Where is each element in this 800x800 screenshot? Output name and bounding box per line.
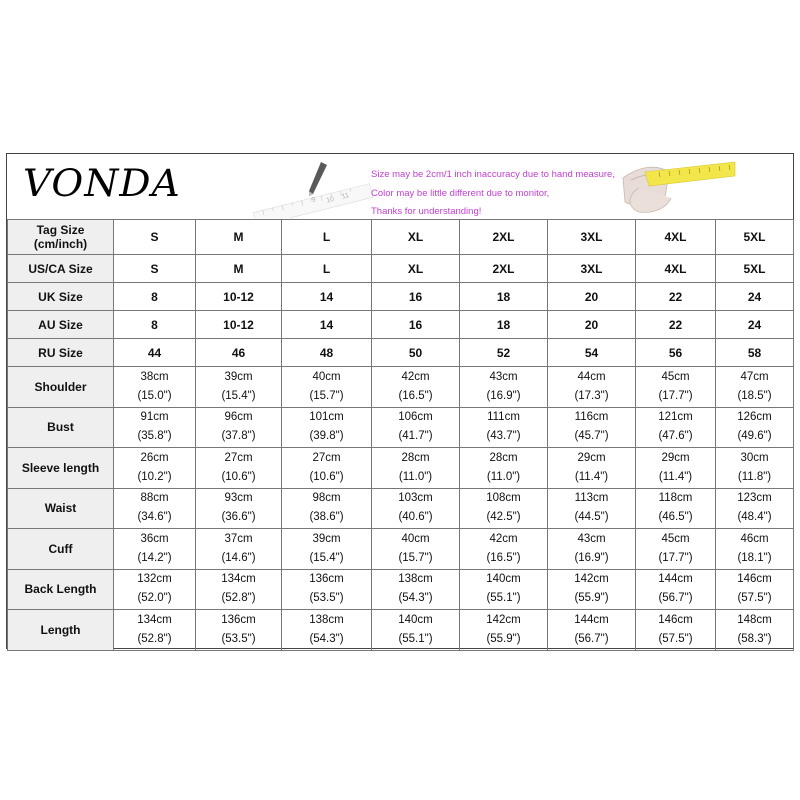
inch-value: (18.5") xyxy=(737,389,772,402)
table-cell xyxy=(548,407,636,448)
inch-value: (56.7") xyxy=(658,592,693,605)
table-cell xyxy=(196,448,282,489)
row-header xyxy=(8,220,114,255)
size-cell: 3XL xyxy=(548,220,636,255)
table-row xyxy=(8,339,794,367)
table-cell xyxy=(460,488,548,529)
table-cell xyxy=(716,448,794,489)
inch-value: (38.6") xyxy=(309,511,344,524)
row-header: Cuff xyxy=(8,529,114,570)
cm-value: 121cm xyxy=(658,411,693,424)
cm-value: 146cm xyxy=(737,573,772,586)
cm-value: 44cm xyxy=(577,370,606,383)
row-header: Back Length xyxy=(8,569,114,610)
inch-value: (42.5") xyxy=(486,511,521,524)
inch-value: (53.5") xyxy=(221,632,256,645)
table-cell xyxy=(372,569,460,610)
table-cell xyxy=(716,569,794,610)
inch-value: (55.9") xyxy=(574,592,609,605)
row-header: Sleeve length xyxy=(8,448,114,489)
ruler-mark: 11 xyxy=(341,192,350,201)
table-cell: S xyxy=(114,255,196,283)
table-cell xyxy=(636,448,716,489)
inch-value: (55.9") xyxy=(486,632,521,645)
inch-value: (16.5") xyxy=(486,551,521,564)
table-cell: 20 xyxy=(548,311,636,339)
table-cell: 56 xyxy=(636,339,716,367)
table-cell: 24 xyxy=(716,283,794,311)
table-cell xyxy=(460,448,548,489)
cm-value: 134cm xyxy=(137,613,172,626)
table-row xyxy=(8,569,794,610)
cm-value: 29cm xyxy=(577,451,606,464)
inch-value: (57.5") xyxy=(658,632,693,645)
cm-value: 43cm xyxy=(577,532,606,545)
cm-value: 43cm xyxy=(489,370,518,383)
inch-value: (46.5") xyxy=(658,511,693,524)
table-cell xyxy=(196,610,282,651)
cm-value: 136cm xyxy=(221,613,256,626)
inch-value: (11.4") xyxy=(574,470,609,483)
inch-value: (37.8") xyxy=(221,430,256,443)
table-cell xyxy=(372,488,460,529)
inch-value: (47.6") xyxy=(658,430,693,443)
table-cell xyxy=(716,488,794,529)
table-cell xyxy=(548,529,636,570)
cm-value: 138cm xyxy=(398,573,433,586)
cm-value: 126cm xyxy=(737,411,772,424)
table-cell xyxy=(716,610,794,651)
inch-value: (45.7") xyxy=(574,430,609,443)
measuring-tape-icon xyxy=(609,158,737,216)
cm-value: 47cm xyxy=(740,370,769,383)
cm-value: 45cm xyxy=(661,532,690,545)
cm-value: 108cm xyxy=(486,492,521,505)
row-header: Length xyxy=(8,610,114,651)
table-cell xyxy=(716,367,794,408)
cm-value: 146cm xyxy=(658,613,693,626)
cm-value: 134cm xyxy=(221,573,256,586)
table-cell xyxy=(636,610,716,651)
table-cell xyxy=(196,367,282,408)
inch-value: (52.8") xyxy=(221,592,256,605)
inch-value: (53.5") xyxy=(309,592,344,605)
inch-value: (17.7") xyxy=(658,389,693,402)
table-cell xyxy=(636,407,716,448)
table-row xyxy=(8,488,794,529)
table-cell xyxy=(548,488,636,529)
cm-value: 39cm xyxy=(224,370,253,383)
inch-value: (11.0") xyxy=(398,470,433,483)
table-cell: 50 xyxy=(372,339,460,367)
cm-value: 36cm xyxy=(140,532,169,545)
cm-value: 103cm xyxy=(398,492,433,505)
cm-value: 111cm xyxy=(487,411,520,424)
cm-value: 38cm xyxy=(140,370,169,383)
inch-value: (18.1") xyxy=(737,551,772,564)
cm-value: 142cm xyxy=(486,613,521,626)
ruler-mark: 9 xyxy=(311,196,317,205)
inch-value: (17.7") xyxy=(658,551,693,564)
row-header: Bust xyxy=(8,407,114,448)
cm-value: 28cm xyxy=(401,451,430,464)
inch-value: (14.2") xyxy=(137,551,172,564)
note-line: Thanks for understanding! xyxy=(371,206,482,217)
size-cell: 5XL xyxy=(716,220,794,255)
cm-value: 116cm xyxy=(574,411,609,424)
table-row xyxy=(8,610,794,651)
table-cell: 14 xyxy=(282,311,372,339)
cm-value: 140cm xyxy=(486,573,521,586)
tag-size-header: Tag Size (cm/inch) xyxy=(33,223,88,251)
inch-value: (41.7") xyxy=(398,430,433,443)
table-row xyxy=(8,407,794,448)
cm-value: 88cm xyxy=(140,492,169,505)
cm-value: 91cm xyxy=(140,411,169,424)
cm-value: 45cm xyxy=(661,370,690,383)
cm-value: 39cm xyxy=(312,532,341,545)
inch-value: (49.6") xyxy=(737,430,772,443)
inch-value: (54.3") xyxy=(309,632,344,645)
table-cell xyxy=(282,569,372,610)
table-cell xyxy=(636,367,716,408)
size-chart xyxy=(6,153,794,649)
cm-value: 26cm xyxy=(140,451,169,464)
table-cell: 46 xyxy=(196,339,282,367)
table-cell xyxy=(282,529,372,570)
size-cell: L xyxy=(282,220,372,255)
cm-value: 106cm xyxy=(398,411,433,424)
cm-value: 30cm xyxy=(740,451,769,464)
inch-value: (36.6") xyxy=(221,511,256,524)
inch-value: (16.9") xyxy=(486,389,521,402)
table-cell xyxy=(114,367,196,408)
cm-value: 144cm xyxy=(574,613,609,626)
ruler-mark: 10 xyxy=(325,195,335,205)
inch-value: (58.3") xyxy=(737,632,772,645)
inch-value: (15.4") xyxy=(309,551,344,564)
table-cell xyxy=(282,610,372,651)
table-cell: 22 xyxy=(636,311,716,339)
cm-value: 144cm xyxy=(658,573,693,586)
size-cell: XL xyxy=(372,220,460,255)
table-cell: 20 xyxy=(548,283,636,311)
table-cell: 10-12 xyxy=(196,311,282,339)
table-cell: 2XL xyxy=(460,255,548,283)
inch-value: (10.6") xyxy=(309,470,344,483)
table-cell: 44 xyxy=(114,339,196,367)
table-cell xyxy=(282,407,372,448)
table-cell: L xyxy=(282,255,372,283)
table-cell: 14 xyxy=(282,283,372,311)
brand-logo: VONDA xyxy=(23,162,181,205)
cm-value: 113cm xyxy=(574,492,609,505)
table-cell xyxy=(548,569,636,610)
cm-value: 101cm xyxy=(309,411,344,424)
table-row xyxy=(8,367,794,408)
table-cell: 8 xyxy=(114,283,196,311)
table-cell: 48 xyxy=(282,339,372,367)
table-row xyxy=(8,448,794,489)
inch-value: (40.6") xyxy=(398,511,433,524)
table-cell: 3XL xyxy=(548,255,636,283)
cm-value: 29cm xyxy=(661,451,690,464)
size-cell: M xyxy=(196,220,282,255)
size-table xyxy=(7,219,794,651)
table-cell xyxy=(372,407,460,448)
table-cell: 54 xyxy=(548,339,636,367)
cm-value: 40cm xyxy=(401,532,430,545)
table-row xyxy=(8,311,794,339)
table-cell: 18 xyxy=(460,311,548,339)
table-cell xyxy=(114,448,196,489)
cm-value: 136cm xyxy=(309,573,344,586)
cm-value: 142cm xyxy=(574,573,609,586)
table-cell xyxy=(716,529,794,570)
table-cell xyxy=(548,610,636,651)
table-cell xyxy=(114,488,196,529)
inch-value: (14.6") xyxy=(221,551,256,564)
table-cell: M xyxy=(196,255,282,283)
table-cell xyxy=(196,529,282,570)
inch-value: (10.6") xyxy=(221,470,256,483)
inch-value: (16.9") xyxy=(574,551,609,564)
table-cell xyxy=(636,488,716,529)
table-cell xyxy=(372,529,460,570)
table-cell: 8 xyxy=(114,311,196,339)
table-cell xyxy=(460,569,548,610)
table-cell: 22 xyxy=(636,283,716,311)
table-cell xyxy=(460,529,548,570)
inch-value: (35.8") xyxy=(137,430,172,443)
table-cell xyxy=(636,529,716,570)
table-cell xyxy=(460,367,548,408)
table-cell: 58 xyxy=(716,339,794,367)
table-cell xyxy=(716,407,794,448)
size-cell: S xyxy=(114,220,196,255)
inch-value: (55.1") xyxy=(398,632,433,645)
inch-value: (48.4") xyxy=(737,511,772,524)
table-row xyxy=(8,529,794,570)
inch-value: (15.0") xyxy=(137,389,172,402)
table-cell xyxy=(282,448,372,489)
cm-value: 42cm xyxy=(401,370,430,383)
table-cell: 5XL xyxy=(716,255,794,283)
table-cell xyxy=(114,610,196,651)
cm-value: 46cm xyxy=(740,532,769,545)
table-cell xyxy=(460,407,548,448)
table-cell xyxy=(114,529,196,570)
inch-value: (43.7") xyxy=(486,430,521,443)
table-cell xyxy=(372,367,460,408)
cm-value: 93cm xyxy=(224,492,253,505)
measurement-notes xyxy=(371,166,615,220)
table-row xyxy=(8,283,794,311)
table-cell xyxy=(460,610,548,651)
size-cell: 4XL xyxy=(636,220,716,255)
cm-value: 96cm xyxy=(224,411,253,424)
note-line: Color may be little different due to monitor, xyxy=(371,187,550,199)
inch-value: (11.0") xyxy=(486,470,521,483)
inch-value: (34.6") xyxy=(137,511,172,524)
table-cell: 16 xyxy=(372,311,460,339)
table-cell: 4XL xyxy=(636,255,716,283)
inch-value: (52.0") xyxy=(137,592,172,605)
cm-value: 148cm xyxy=(737,613,772,626)
table-cell xyxy=(196,488,282,529)
table-cell: 18 xyxy=(460,283,548,311)
tag-size-row xyxy=(8,220,794,255)
row-header: Waist xyxy=(8,488,114,529)
table-cell xyxy=(372,448,460,489)
note-line: Size may be 2cm/1 inch inaccuracy due to hand measure, xyxy=(371,169,615,180)
row-header: Shoulder xyxy=(8,367,114,408)
inch-value: (16.5") xyxy=(398,389,433,402)
table-cell: 16 xyxy=(372,283,460,311)
cm-value: 123cm xyxy=(737,492,772,505)
table-cell xyxy=(548,367,636,408)
row-header: US/CA Size xyxy=(8,255,114,283)
table-cell: XL xyxy=(372,255,460,283)
inch-value: (15.4") xyxy=(221,389,256,402)
table-cell: 24 xyxy=(716,311,794,339)
cm-value: 28cm xyxy=(489,451,518,464)
table-cell xyxy=(282,367,372,408)
inch-value: (39.8") xyxy=(309,430,344,443)
inch-value: (57.5") xyxy=(737,592,772,605)
table-cell: 52 xyxy=(460,339,548,367)
cm-value: 37cm xyxy=(224,532,253,545)
row-header: RU Size xyxy=(8,339,114,367)
cm-value: 132cm xyxy=(137,573,172,586)
inch-value: (15.7") xyxy=(398,551,433,564)
inch-value: (56.7") xyxy=(574,632,609,645)
inch-value: (11.4") xyxy=(658,470,693,483)
row-header: UK Size xyxy=(8,283,114,311)
inch-value: (11.8") xyxy=(737,470,772,483)
inch-value: (17.3") xyxy=(574,389,609,402)
table-cell xyxy=(196,407,282,448)
cm-value: 98cm xyxy=(312,492,341,505)
inch-value: (15.7") xyxy=(309,389,344,402)
table-cell xyxy=(196,569,282,610)
cm-value: 118cm xyxy=(658,492,693,505)
inch-value: (10.2") xyxy=(137,470,172,483)
table-cell xyxy=(114,407,196,448)
cm-value: 138cm xyxy=(309,613,344,626)
cm-value: 27cm xyxy=(312,451,341,464)
table-cell xyxy=(114,569,196,610)
inch-value: (54.3") xyxy=(398,592,433,605)
inch-value: (44.5") xyxy=(574,511,609,524)
inch-value: (52.8") xyxy=(137,632,172,645)
table-cell: 10-12 xyxy=(196,283,282,311)
table-row xyxy=(8,255,794,283)
inch-value: (55.1") xyxy=(486,592,521,605)
cm-value: 40cm xyxy=(312,370,341,383)
size-cell: 2XL xyxy=(460,220,548,255)
table-cell xyxy=(282,488,372,529)
chart-header xyxy=(7,154,793,220)
cm-value: 27cm xyxy=(224,451,253,464)
cm-value: 140cm xyxy=(398,613,433,626)
row-header: AU Size xyxy=(8,311,114,339)
cm-value: 42cm xyxy=(489,532,518,545)
table-cell xyxy=(372,610,460,651)
table-cell xyxy=(548,448,636,489)
table-cell xyxy=(636,569,716,610)
